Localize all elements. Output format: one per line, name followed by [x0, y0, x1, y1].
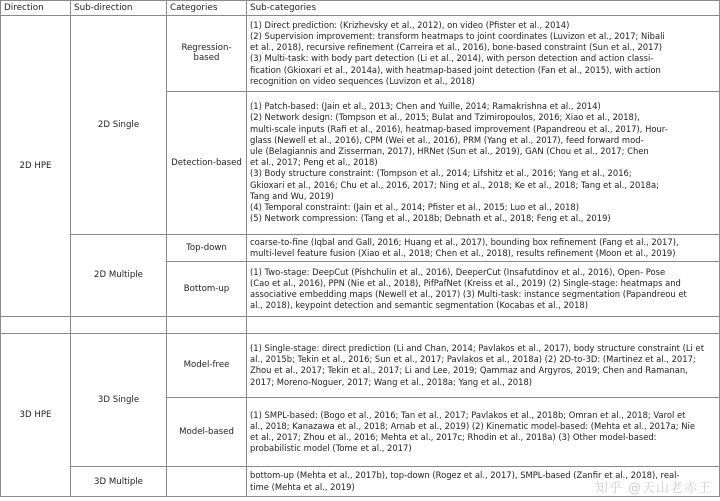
subcat-top-down: [247, 234, 720, 261]
header-sub-direction: Sub-direction: [71, 1, 167, 16]
category-bottom-up: Bottom-up: [167, 262, 247, 317]
subcat-line: 2017; Moreno-Noguer, 2017; Wang et al., 2018a; Yang et al., 2018): [250, 376, 533, 387]
category-model-based: Model-based: [167, 397, 247, 467]
subcat-line: et al., 2017; Peng et al., 2018): [250, 157, 378, 168]
header-row: [1, 1, 720, 16]
subcat-line: al., 2015b; Tekin et al., 2016; Sun et al., 2017; Pavlakos et al., 2018a) (2) 2D-to-3D: (Martinez et al., 2017;: [250, 354, 696, 365]
subcat-model-free: [247, 334, 720, 397]
subcat-line: (Cao et al., 2016), PPN (Nie et al., 2018), PifPafNet (Kreiss et al., 2019) (2) Single-stage: heatmaps and: [250, 277, 681, 288]
subcat-line: fication (Gkioxari et al., 2014a), with heatmap-based joint detection (Fan et al., 2015), with action: [250, 64, 661, 75]
subcat-line: Zhou et al., 2017; Tekin et al., 2017; Li and Lee, 2019; Qammaz and Argyros, 2019; Chen and Ramanan,: [250, 365, 688, 376]
sub-direction-3d-multiple: 3D Multiple: [71, 467, 167, 497]
gap-cell: [167, 317, 247, 334]
subcat-line: (4) Temporal constraint: (Jain et al., 2014; Pfister et al., 2015; Luo et al., 2018): [250, 202, 580, 213]
subcat-line: (3) Multi-task: with body part detection (Li et al., 2014), with person detection and action classi-: [250, 53, 654, 64]
subcat-line: (1) SMPL-based: (Bogo et al., 2016; Tan et al., 2017; Pavlakos et al., 2018b; Omran et al., 2018; Varol et: [250, 409, 686, 420]
subcat-line: (1) Patch-based: (Jain et al., 2013; Chen and Yuille, 2014; Ramakrishna et al., 2014): [250, 101, 601, 112]
sub-direction-2d-multiple: 2D Multiple: [71, 234, 167, 316]
subcat-line: ule (Belagiannis and Zisserman, 2017), HRNet (Sun et al., 2019), GAN (Chou et al., 2017; Chen: [250, 146, 649, 157]
sub-direction-3d-single: 3D Single: [71, 334, 167, 467]
header-sub-categories: Sub-categories: [247, 1, 720, 16]
subcat-line: (2) Supervision improvement: transform heatmaps to joint coordinates (Luvizon et al., 2017; Nibali: [250, 30, 665, 41]
table-row-model-free: [1, 334, 720, 397]
category-model-free: Model-free: [167, 334, 247, 397]
subcat-line: multi-scale inputs (Rafi et al., 2016), heatmap-based improvement (Papandreou et al., 2017), Hour-: [250, 123, 668, 134]
subcat-line: multi-level feature fusion (Xiao et al., 2018; Chen et al., 2018), results refinement (Moon et al., 2019): [250, 247, 676, 258]
direction-3d-hpe: 3D HPE: [1, 334, 71, 497]
table-row-regression: [1, 15, 720, 91]
subcat-bottom-up: [247, 262, 720, 317]
category-regression-based: Regression-based: [167, 15, 247, 91]
subcat-model-based: [247, 397, 720, 467]
subcat-detection: [247, 91, 720, 234]
subcat-line: al., 2018), keypoint detection and semantic segmentation (Kocabas et al., 2018): [250, 300, 589, 311]
subcat-regression: [247, 15, 720, 91]
gap-cell: [1, 317, 71, 334]
subcat-line: (5) Network compression: (Tang et al., 2018b; Debnath et al., 2018; Feng et al., 2019): [250, 213, 611, 224]
subcat-line: bottom-up (Mehta et al., 2017b), top-down (Rogez et al., 2017), SMPL-based (Zanfir et al., 2018), real-: [250, 470, 680, 481]
subcat-line: (1) Two-stage: DeepCut (Pishchulin et al., 2016), DeeperCut (Insafutdinov et al., 2016), Open- Pose: [250, 266, 666, 277]
subcat-line: al., 2018; Kanazawa et al., 2018; Arnab et al., 2019) (2) Kinematic model-based: (Mehta et al., 2017a; Nie: [250, 420, 695, 431]
subcat-line: recognition on video sequences (Luvizon et al., 2018): [250, 75, 475, 86]
direction-2d-hpe: 2D HPE: [1, 15, 71, 316]
subcat-line: associative embedding maps (Newell et al., 2017) (3) Multi-task: instance segmentation (Papandreou et: [250, 289, 687, 300]
gap-cell: [71, 317, 167, 334]
subcat-line: coarse-to-fine (Iqbal and Gall, 2016; Huang et al., 2017), bounding box refinement (Fang et al., 2017),: [250, 236, 679, 247]
category-detection-based: Detection-based: [167, 91, 247, 234]
category-empty: [167, 467, 247, 497]
subcat-line: time (Mehta et al., 2019): [250, 481, 355, 492]
subcat-line: et al., 2017; Zhou et al., 2016; Mehta et al., 2017c; Rhodin et al., 2018a) (3) Other model-based:: [250, 431, 657, 442]
subcat-line: (3) Body structure constraint: (Tompson et al., 2014; Lifshitz et al., 2016; Yang et al., 2016;: [250, 168, 632, 179]
watermark: 知乎 @天山老赤王: [594, 481, 712, 496]
table-row-gap: [1, 317, 720, 334]
sub-direction-2d-single: 2D Single: [71, 15, 167, 234]
gap-cell: [247, 317, 720, 334]
subcat-line: Tang and Wu, 2019): [250, 190, 334, 201]
subcat-line: glass (Newell et al., 2016), CPM (Wei et al., 2016), PRM (Yang et al., 2017), feed forward mod-: [250, 134, 644, 145]
subcat-line: (1) Single-stage: direct prediction (Li and Chan, 2014; Pavlakos et al., 2017), body structure constraint (Li et: [250, 342, 704, 353]
subcat-line: Gkioxari et al., 2016; Chu et al., 2016, 2017; Ning et al., 2018; Ke et al., 2018; Tang et al., 2018a;: [250, 179, 659, 190]
table-row-top-down: [1, 234, 720, 261]
header-categories: Categories: [167, 1, 247, 16]
header-direction: Direction: [1, 1, 71, 16]
subcat-line: et al., 2018), recursive refinement (Carreira et al., 2016), bone-based constraint (Sun et al., 2017): [250, 42, 663, 53]
subcat-line: (1) Direct prediction: (Krizhevsky et al., 2012), on video (Pfister et al., 2014): [250, 19, 570, 30]
subcat-line: (2) Network design: (Tompson et al., 2015; Bulat and Tzimiropoulos, 2016; Xiao et al., 2018),: [250, 112, 640, 123]
subcat-line: probabilistic model (Tome et al., 2017): [250, 443, 412, 454]
category-top-down: Top-down: [167, 234, 247, 261]
